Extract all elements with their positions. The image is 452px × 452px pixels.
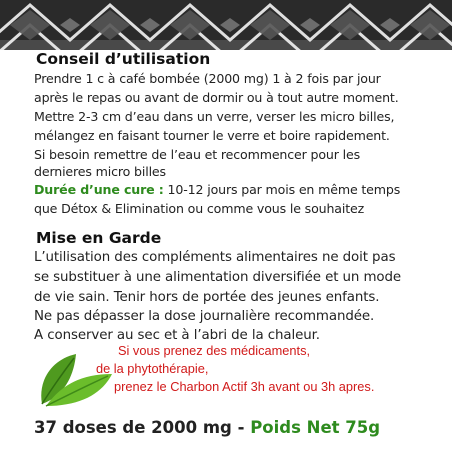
- footer-dosage: [34, 418, 380, 437]
- advice-line: dernieres micro billes: [34, 164, 166, 179]
- advice-line: Prendre 1 c à café bombée (2000 mg) 1 à 2 fois par jour: [34, 71, 381, 86]
- green-leaves-icon: [36, 346, 116, 412]
- doses-count: 37 doses de 2000 mg: [34, 418, 232, 437]
- decorative-banner: [0, 0, 452, 50]
- warning-line: A conserver au sec et à l’abri de la chaleur.: [34, 328, 320, 343]
- advice-line: mélangez en faisant tourner le verre et boire rapidement.: [34, 128, 390, 143]
- medication-warning-line: de la phytothérapie,: [96, 361, 209, 376]
- medication-warning-line: prenez le Charbon Actif 3h avant ou 3h apres.: [114, 379, 375, 394]
- medication-warning-line: Si vous prenez des médicaments,: [118, 343, 311, 358]
- warning-line: L’utilisation des compléments alimentaires ne doit pas: [34, 250, 396, 265]
- advice-line: Mettre 2-3 cm d’eau dans un verre, verser les micro billes,: [34, 109, 395, 124]
- geometric-pattern-icon: [0, 0, 452, 50]
- duration-line-2: que Détox & Elimination ou comme vous le souhaitez: [34, 201, 365, 216]
- advice-line: Si besoin remettre de l’eau et recommencer pour les: [34, 147, 360, 162]
- advice-title: Conseil d’utilisation: [36, 50, 211, 68]
- duration-line: [34, 182, 400, 197]
- advice-line: après le repas ou avant de dormir ou à tout autre moment.: [34, 90, 399, 105]
- footer-separator: -: [231, 418, 251, 437]
- warning-line: se substituer à une alimentation diversifiée et un mode: [34, 270, 402, 285]
- warning-line: de vie sain. Tenir hors de portée des jeunes enfants.: [34, 290, 380, 305]
- net-weight: Poids Net 75g: [250, 418, 381, 437]
- duration-text: 10-12 jours par mois en même temps: [163, 182, 401, 197]
- duration-label: Durée d’une cure :: [34, 182, 164, 197]
- warning-title: Mise en Garde: [36, 229, 162, 247]
- warning-line: Ne pas dépasser la dose journalière recommandée.: [34, 309, 375, 324]
